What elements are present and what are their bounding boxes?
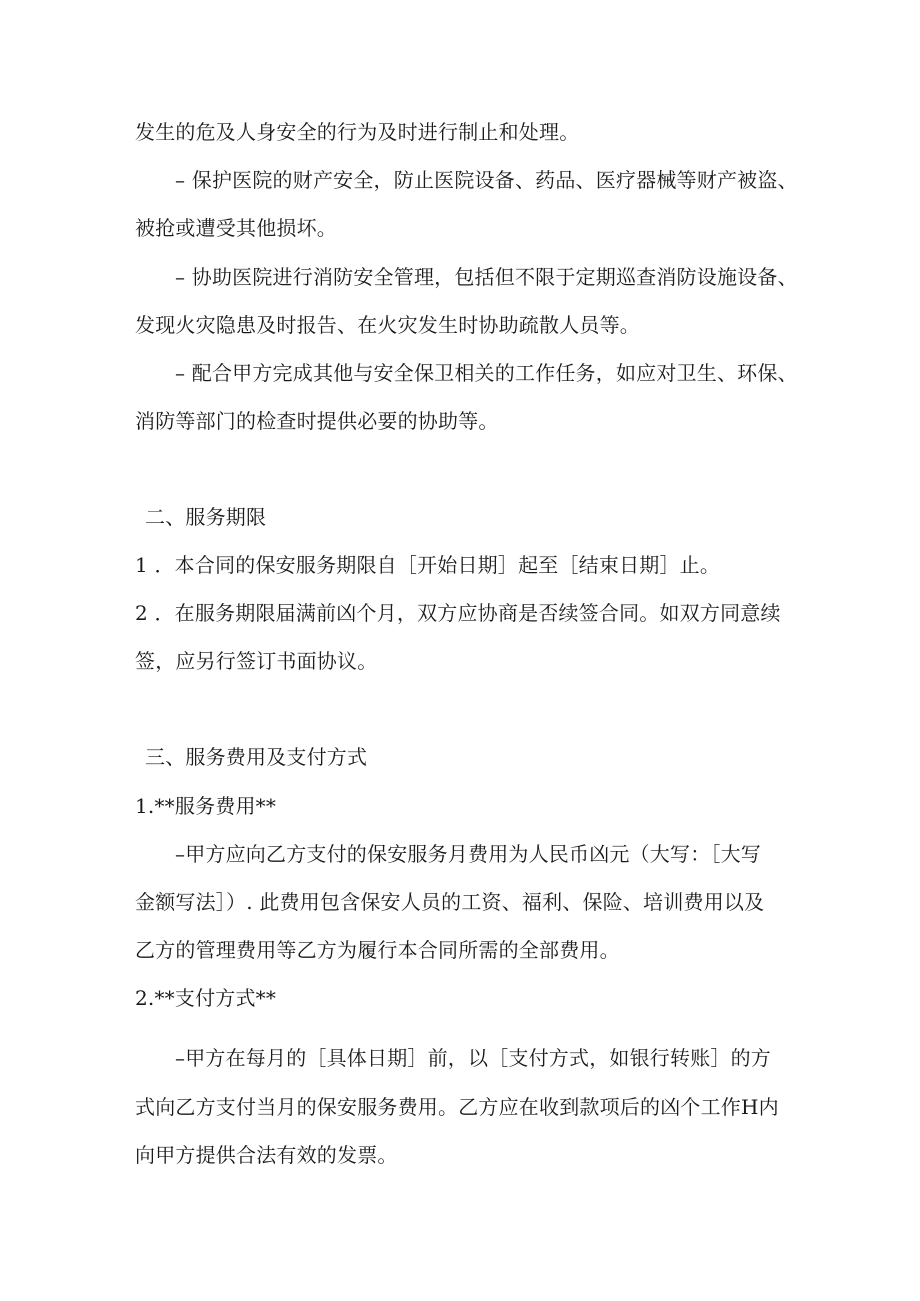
paragraph-line: 签，应另行签订书面协议。 [135, 649, 378, 673]
paragraph-line: –甲方应向乙方支付的保安服务月费用为人民币凶元（大写：［大写 [175, 842, 761, 866]
paragraph-line: 式向乙方支付当月的保安服务费用。乙方应在收到款项后的凶个工作H内 [135, 1095, 779, 1119]
paragraph-line: 消防等部门的检查时提供必要的协助等。 [135, 409, 499, 433]
paragraph-line: 被抢或遭受其他损坏。 [135, 216, 337, 240]
paragraph-line: 乙方的管理费用等乙方为履行本合同所需的全部费用。 [135, 938, 620, 962]
paragraph-line: 发生的危及人身安全的行为及时进行制止和处理。 [135, 120, 580, 144]
paragraph-line: –甲方在每月的［具体日期］前，以［支付方式，如银行转账］的方 [175, 1046, 771, 1070]
paragraph-line: 发现火灾隐患及时报告、在火灾发生时协助疏散人员等。 [135, 313, 640, 337]
paragraph-line: 1 ．本合同的保安服务期限自［开始日期］起至［结束日期］止。 [135, 553, 721, 577]
subsection-heading: 1.**服务费用** [135, 794, 277, 818]
subsection-heading: 2.**支付方式** [135, 986, 277, 1010]
paragraph-line: – 协助医院进行消防安全管理，包括但不限于定期巡查消防设施设备、 [175, 265, 798, 289]
paragraph-line: – 保护医院的财产安全，防止医院设备、药品、医疗器械等财产被盗、 [175, 168, 798, 192]
paragraph-line: 2 ．在服务期限届满前凶个月，双方应协商是否续签合同。如双方同意续 [135, 601, 781, 625]
section-heading-service-fees: 三、服务费用及支付方式 [145, 745, 368, 769]
section-heading-service-term: 二、服务期限 [145, 505, 267, 529]
paragraph-line: – 配合甲方完成其他与安全保卫相关的工作任务，如应对卫生、环保、 [175, 361, 798, 385]
paragraph-line: 金额写法］）. 此费用包含保安人员的工资、福利、保险、培训费用以及 [135, 890, 765, 914]
paragraph-line: 向甲方提供合法有效的发票。 [135, 1143, 398, 1167]
